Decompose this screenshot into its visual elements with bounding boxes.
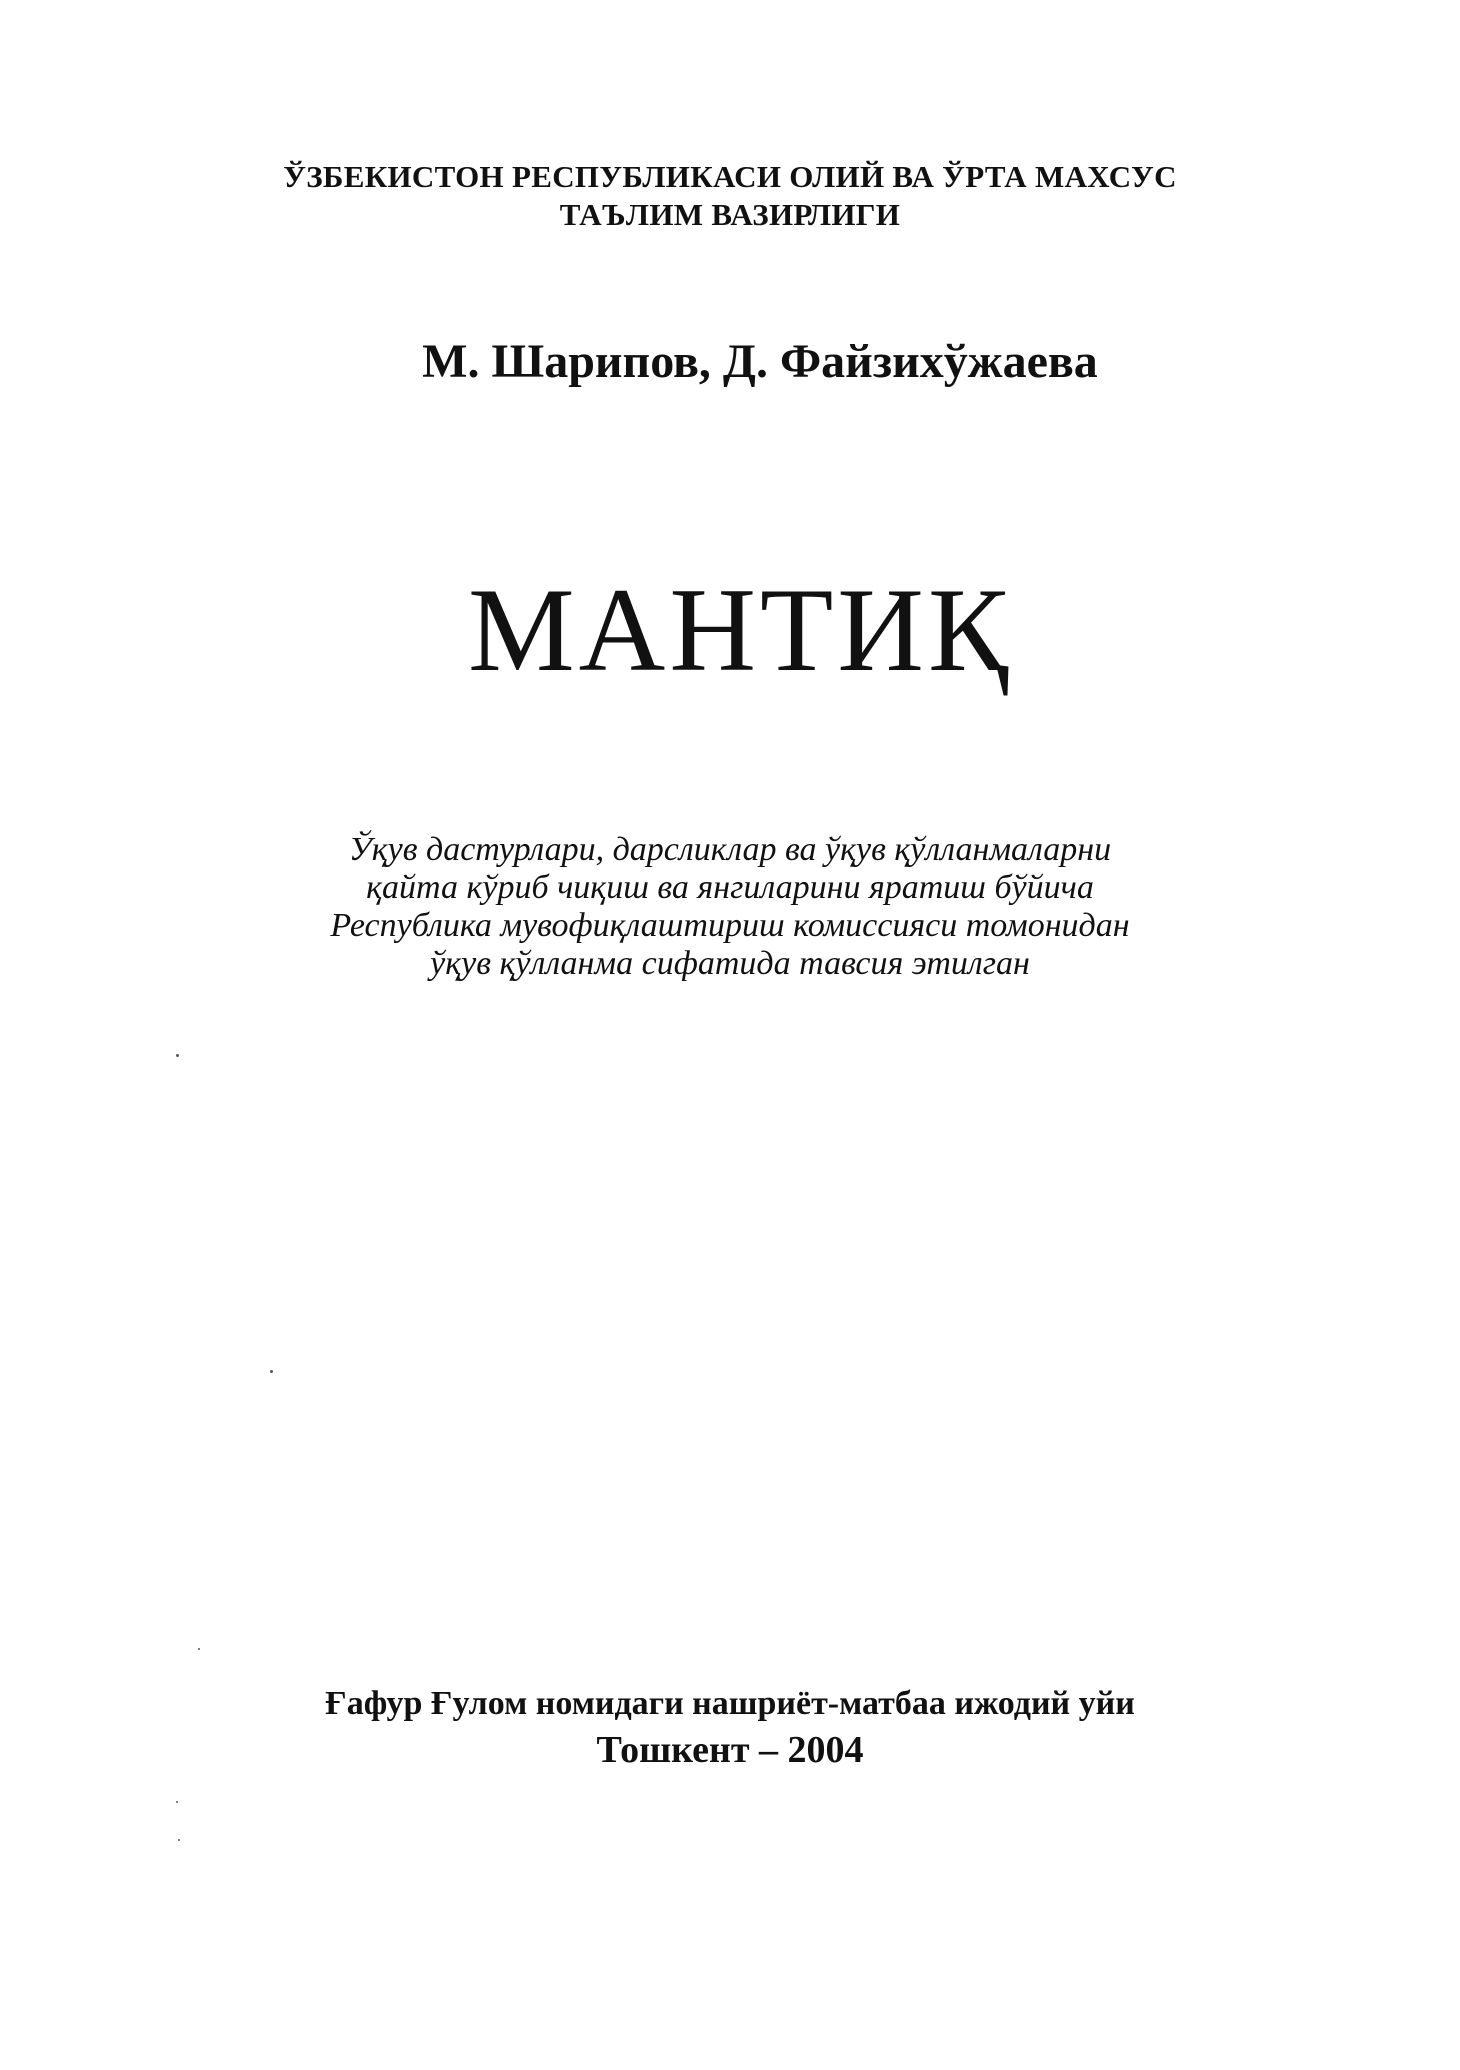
ministry-heading-line-2: ТАЪЛИМ ВАЗИРЛИГИ	[559, 197, 901, 232]
book-title: МАНТИҚ	[467, 563, 1013, 696]
authors: М. Шарипов, Д. Файзихўжаева	[422, 335, 1098, 388]
scan-speck	[198, 1648, 200, 1650]
publisher: Ғафур Ғулом номидаги нашриёт-матбаа ижодий уйи	[325, 1685, 1135, 1722]
city-year: Тошкент – 2004	[596, 1729, 864, 1771]
recommendation-line-4: ўқув қўлланма сифатида тавсия этилган	[430, 945, 1030, 982]
scan-speck	[176, 1054, 179, 1057]
recommendation-line-1: Ўқув дастурлари, дарсликлар ва ўқув қўлланмаларни	[348, 831, 1112, 868]
scan-speck	[176, 1801, 178, 1803]
recommendation-line-2: қайта кўриб чиқиш ва янгиларини яратиш бўйича	[366, 869, 1094, 906]
scan-speck	[178, 1839, 180, 1841]
ministry-heading-line-1: ЎЗБЕКИСТОН РЕСПУБЛИКАСИ ОЛИЙ ВА ЎРТА МАХСУС	[283, 159, 1177, 194]
scan-speck	[270, 1370, 273, 1373]
recommendation-line-3: Республика мувофиқлаштириш комиссияси томонидан	[330, 907, 1130, 944]
